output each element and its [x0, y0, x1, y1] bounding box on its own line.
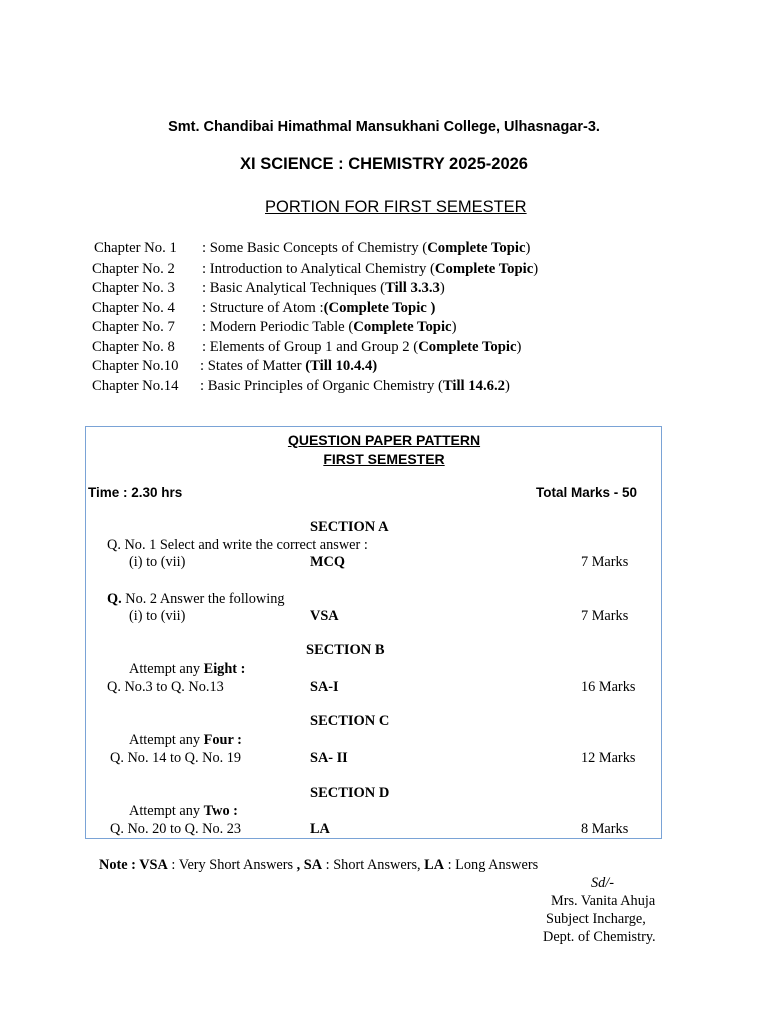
pattern-title: QUESTION PAPER PATTERN	[287, 432, 481, 448]
note-la-def: : Long Answers	[444, 857, 539, 873]
exam-time: Time : 2.30 hrs	[88, 485, 183, 500]
section-c-type: SA- II	[310, 750, 348, 766]
chapter-number: Chapter No.14	[92, 378, 179, 394]
chapter-scope: Complete Topic	[353, 319, 452, 335]
attempt-prefix: Attempt any	[129, 661, 204, 677]
chapter-scope: Till 3.3.3	[385, 280, 440, 296]
portion-title: PORTION FOR FIRST SEMESTER	[265, 198, 527, 216]
q2-instruction	[107, 591, 285, 608]
q1-instruction: Q. No. 1 Select and write the correct answer :	[107, 537, 368, 553]
note-sa: , SA	[296, 857, 323, 873]
college-name: Smt. Chandibai Himathmal Mansukhani College, Ulhasnagar-3.	[168, 119, 600, 135]
section-d-marks: 8 Marks	[581, 821, 629, 837]
chapter-number: Chapter No.10	[92, 358, 179, 374]
attempt-prefix: Attempt any	[129, 732, 204, 748]
q1-marks: 7 Marks	[581, 554, 629, 570]
chapter-desc: : Elements of Group 1 and Group 2 (	[202, 339, 419, 355]
chapter-line	[92, 280, 445, 297]
section-b-attempt	[129, 661, 245, 678]
chapter-scope: Complete Topic	[434, 261, 534, 277]
chapter-line	[92, 261, 538, 278]
chapter-tail: )	[439, 280, 445, 296]
section-b-heading: SECTION B	[306, 642, 385, 658]
chapter-number: Chapter No. 1	[94, 240, 177, 256]
q2-type: VSA	[310, 608, 339, 624]
section-d-type: LA	[310, 821, 330, 837]
chapter-desc: : Some Basic Concepts of Chemistry (	[202, 240, 428, 256]
signatory-role: Subject Incharge,	[546, 911, 646, 927]
signatory-name: Mrs. Vanita Ahuja	[551, 893, 656, 909]
chapter-number: Chapter No. 2	[92, 261, 175, 277]
section-d-attempt	[129, 803, 238, 820]
signature-mark: Sd/-	[591, 875, 615, 891]
q1-range: (i) to (vii)	[129, 554, 186, 570]
section-b-marks: 16 Marks	[581, 679, 636, 695]
chapter-tail: )	[516, 339, 522, 355]
chapter-tail: )	[505, 378, 510, 394]
note-sa-def: : Short Answers,	[322, 857, 425, 873]
chapter-tail: )	[451, 319, 457, 335]
attempt-count: Two :	[203, 803, 238, 819]
section-d-range: Q. No. 20 to Q. No. 23	[110, 821, 242, 837]
section-b-type: SA-I	[310, 679, 339, 695]
section-c-attempt	[129, 732, 242, 749]
pattern-subtitle: FIRST SEMESTER	[323, 451, 445, 467]
chapter-scope: Complete Topic	[418, 339, 517, 355]
chapter-number: Chapter No. 3	[92, 280, 175, 296]
chapter-scope: (Complete Topic )	[323, 300, 436, 316]
q2-text: No. 2 Answer the following	[121, 591, 285, 607]
signatory-dept: Dept. of Chemistry.	[543, 929, 656, 945]
note-label: Note : VSA	[99, 857, 168, 873]
chapter-desc: : Structure of Atom :	[202, 300, 324, 316]
chapter-line	[92, 300, 435, 317]
section-c-marks: 12 Marks	[581, 750, 636, 766]
total-marks: Total Marks - 50	[536, 485, 638, 500]
chapter-line	[92, 240, 530, 257]
q2-range: (i) to (vii)	[129, 608, 186, 624]
chapter-desc: : Introduction to Analytical Chemistry (	[202, 261, 435, 277]
section-c-heading: SECTION C	[310, 713, 390, 729]
attempt-prefix: Attempt any	[129, 803, 204, 819]
chapter-line	[92, 358, 377, 375]
chapter-desc: : Basic Analytical Techniques (	[202, 280, 386, 296]
chapter-scope: Till 14.6.2	[442, 378, 506, 394]
chapter-number: Chapter No. 4	[92, 300, 175, 316]
chapter-tail: )	[525, 240, 531, 256]
abbreviation-note	[99, 857, 538, 874]
q2-marks: 7 Marks	[581, 608, 629, 624]
q2-prefix: Q.	[107, 591, 122, 607]
section-b-range: Q. No.3 to Q. No.13	[107, 679, 224, 695]
chapter-desc: : Basic Principles of Organic Chemistry (	[200, 378, 443, 394]
attempt-count: Four :	[203, 732, 242, 748]
section-a-heading: SECTION A	[310, 519, 389, 535]
note-vsa-def: : Very Short Answers	[167, 857, 297, 873]
chapter-desc: : States of Matter	[200, 358, 306, 374]
chapter-line	[92, 378, 510, 395]
attempt-count: Eight :	[203, 661, 246, 677]
chapter-desc: : Modern Periodic Table (	[202, 319, 354, 335]
chapter-line	[92, 319, 457, 336]
chapter-line	[92, 339, 521, 356]
chapter-tail: )	[533, 261, 539, 277]
q1-type: MCQ	[310, 554, 345, 570]
chapter-scope: (Till 10.4.4)	[305, 358, 378, 374]
section-c-range: Q. No. 14 to Q. No. 19	[110, 750, 242, 766]
chapter-scope: Complete Topic	[427, 240, 526, 256]
chapter-number: Chapter No. 8	[92, 339, 175, 355]
section-d-heading: SECTION D	[310, 785, 390, 801]
chapter-number: Chapter No. 7	[92, 319, 175, 335]
note-la: LA	[424, 857, 445, 873]
subject-title: XI SCIENCE : CHEMISTRY 2025-2026	[240, 155, 528, 173]
